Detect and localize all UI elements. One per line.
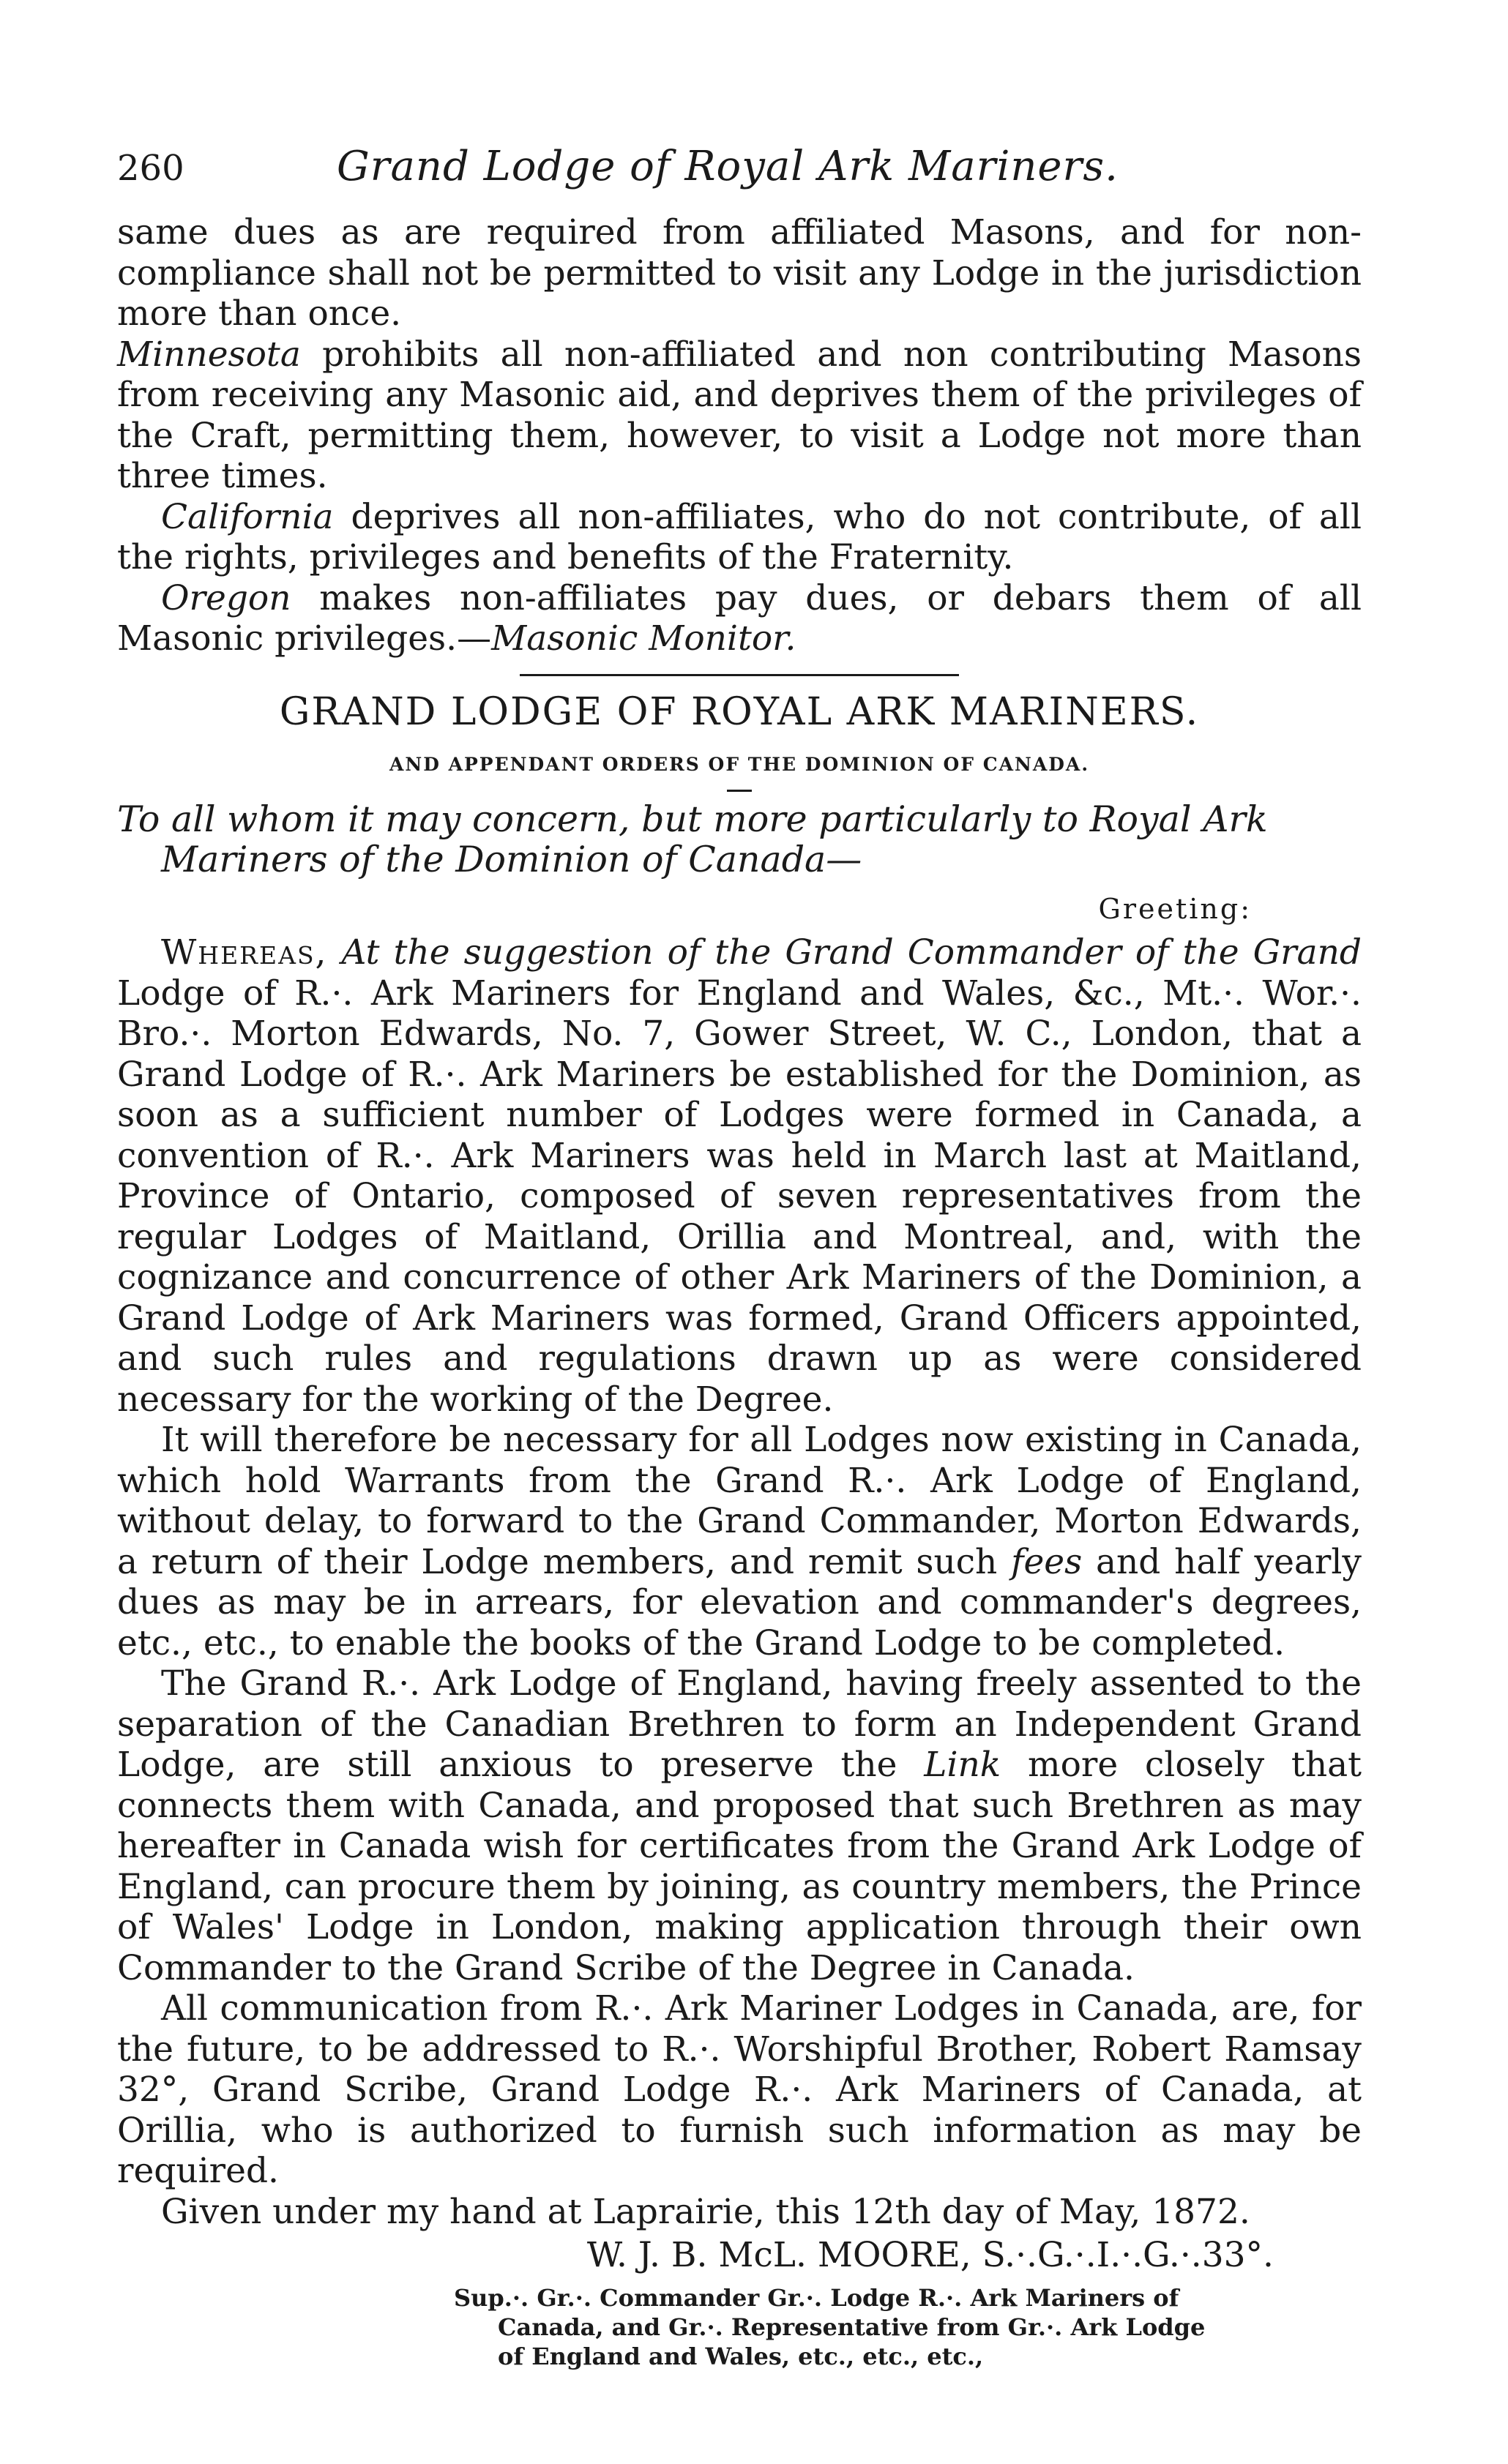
intro-text-california: deprives all non-affiliates, who do not contribute, of all the rights, privileges and benefits of the Fraternity. bbox=[117, 496, 1362, 577]
intro-paragraph-california bbox=[117, 497, 1362, 578]
separation-text-b: more closely that connects them with Canada, and proposed that such Brethren as may hereafter in Canada wish for certificates from the Grand Ark Lodge of England, can procure them by joining, as country members, the Prince of Wales' Lodge in London, making application through their own Commander to the Grand Scribe of the Degree in Canada. bbox=[117, 1745, 1362, 1988]
credentials-line-3: of England and Wales, etc., etc., etc., bbox=[498, 2342, 984, 2370]
lodges-return-text-a: It will therefore be necessary for all Lodges now existing in Canada, which hold Warrants from the Grand R.·. Ark Lodge of England, without delay, to forward to the Grand Commander, Morton Edwards, a return of their Lodge members, and remit such bbox=[117, 1420, 1362, 1582]
signature-credentials bbox=[117, 2283, 1362, 2371]
paragraph-communication: All communication from R.·. Ark Mariner Lodges in Canada, are, for the future, to be addressed to R.·. Worshipful Brother, Robert Ramsay 32°, Grand Scribe, Grand Lodge R.·. Ark Mariners of Canada, at Orillia, who is authorized to furnish such information as may be required. bbox=[117, 1988, 1362, 2191]
section-divider bbox=[117, 674, 1362, 676]
page-number: 260 bbox=[117, 148, 184, 189]
intro-text-minnesota: prohibits all non-affiliated and non contributing Masons from receiving any Masonic aid, and deprives them of the privileges of the Craft, permitting them, however, to visit a Lodge not more than three times. bbox=[117, 334, 1362, 496]
credentials-line-2: Canada, and Gr.·. Representative from Gr.·. Ark Lodge bbox=[498, 2313, 1206, 2341]
state-name-california: California bbox=[161, 496, 334, 537]
lodges-return-text-b: and half yearly dues as may be in arrears, for elevation and commander's degrees, etc., etc., to enable the books of the Grand Lodge to be completed. bbox=[117, 1541, 1362, 1663]
state-name-minnesota: Minnesota bbox=[117, 334, 301, 375]
intro-paragraph-continued: same dues as are required from affiliated Masons, and for non-compliance shall not be permitted to visit any Lodge in the jurisdiction more than once. bbox=[117, 212, 1362, 334]
credentials-line-1: Sup.·. Gr.·. Commander Gr.·. Lodge R.·. Ark Mariners of bbox=[454, 2283, 1179, 2312]
source-citation: Masonic Monitor. bbox=[491, 618, 796, 659]
short-dash bbox=[117, 790, 1362, 792]
whereas-text: Lodge of R.·. Ark Mariners for England and Wales, &c., Mt.·. Wor.·. Bro.·. Morton Edwards, No. 7, Gower Street, W. C., London, that a Grand Lodge of R.·. Ark Mariners be established for the Dominion, as soon as a sufficient number of Lodges were formed in Canada, a convention of R.·. Ark Mariners was held in March last at Maitland, Province of Ontario, composed of seven representatives from the regular Lodges of Maitland, Orillia and Montreal, and, with the cognizance and concurrence of other Ark Mariners of the Dominion, a Grand Lodge of Ark Mariners was formed, Grand Officers appointed, and such rules and regulations drawn up as were considered necessary for the working of the Degree. bbox=[117, 973, 1362, 1420]
state-name-oregon: Oregon bbox=[161, 577, 291, 618]
paragraph-separation bbox=[117, 1663, 1362, 1988]
whereas-italic: At the suggestion of the Grand Commander of the Grand bbox=[327, 932, 1362, 973]
section-subtitle: AND APPENDANT ORDERS OF THE DOMINION OF CANADA. bbox=[389, 754, 1090, 775]
paragraph-lodges-return bbox=[117, 1420, 1362, 1663]
paragraph-whereas bbox=[117, 932, 1362, 1420]
intro-text-oregon: makes non-affiliates pay dues, or debars them of all Masonic privileges.— bbox=[117, 577, 1362, 659]
document-page bbox=[117, 143, 1362, 2371]
intro-paragraph-minnesota bbox=[117, 334, 1362, 497]
paragraph-given: Given under my hand at Laprairie, this 12th day of May, 1872. bbox=[161, 2191, 1250, 2232]
fees-italic: fees bbox=[1011, 1541, 1083, 1582]
running-head bbox=[117, 143, 1362, 212]
separation-text-a: The Grand R.·. Ark Lodge of England, having freely assented to the separation of the Canadian Brethren to form an Independent Grand Lodge, are still anxious to preserve the bbox=[117, 1663, 1362, 1785]
running-title: Grand Lodge of Royal Ark Mariners. bbox=[337, 143, 1119, 190]
link-italic: Link bbox=[924, 1745, 1001, 1785]
divider-rule bbox=[520, 674, 959, 676]
address-line: To all whom it may concern, but more particularly to Royal Ark Mariners of the Dominion of Canada— bbox=[117, 798, 1268, 880]
intro-paragraph-oregon bbox=[117, 578, 1362, 659]
greeting: Greeting: bbox=[1098, 892, 1252, 925]
signature-name: W. J. B. McL. MOORE, S.·.G.·.I.·.G.·.33°. bbox=[586, 2235, 1274, 2275]
dash-rule bbox=[727, 790, 752, 792]
section-title: GRAND LODGE OF ROYAL ARK MARINERS. bbox=[279, 689, 1200, 734]
whereas-lead: Whereas, bbox=[161, 932, 328, 973]
